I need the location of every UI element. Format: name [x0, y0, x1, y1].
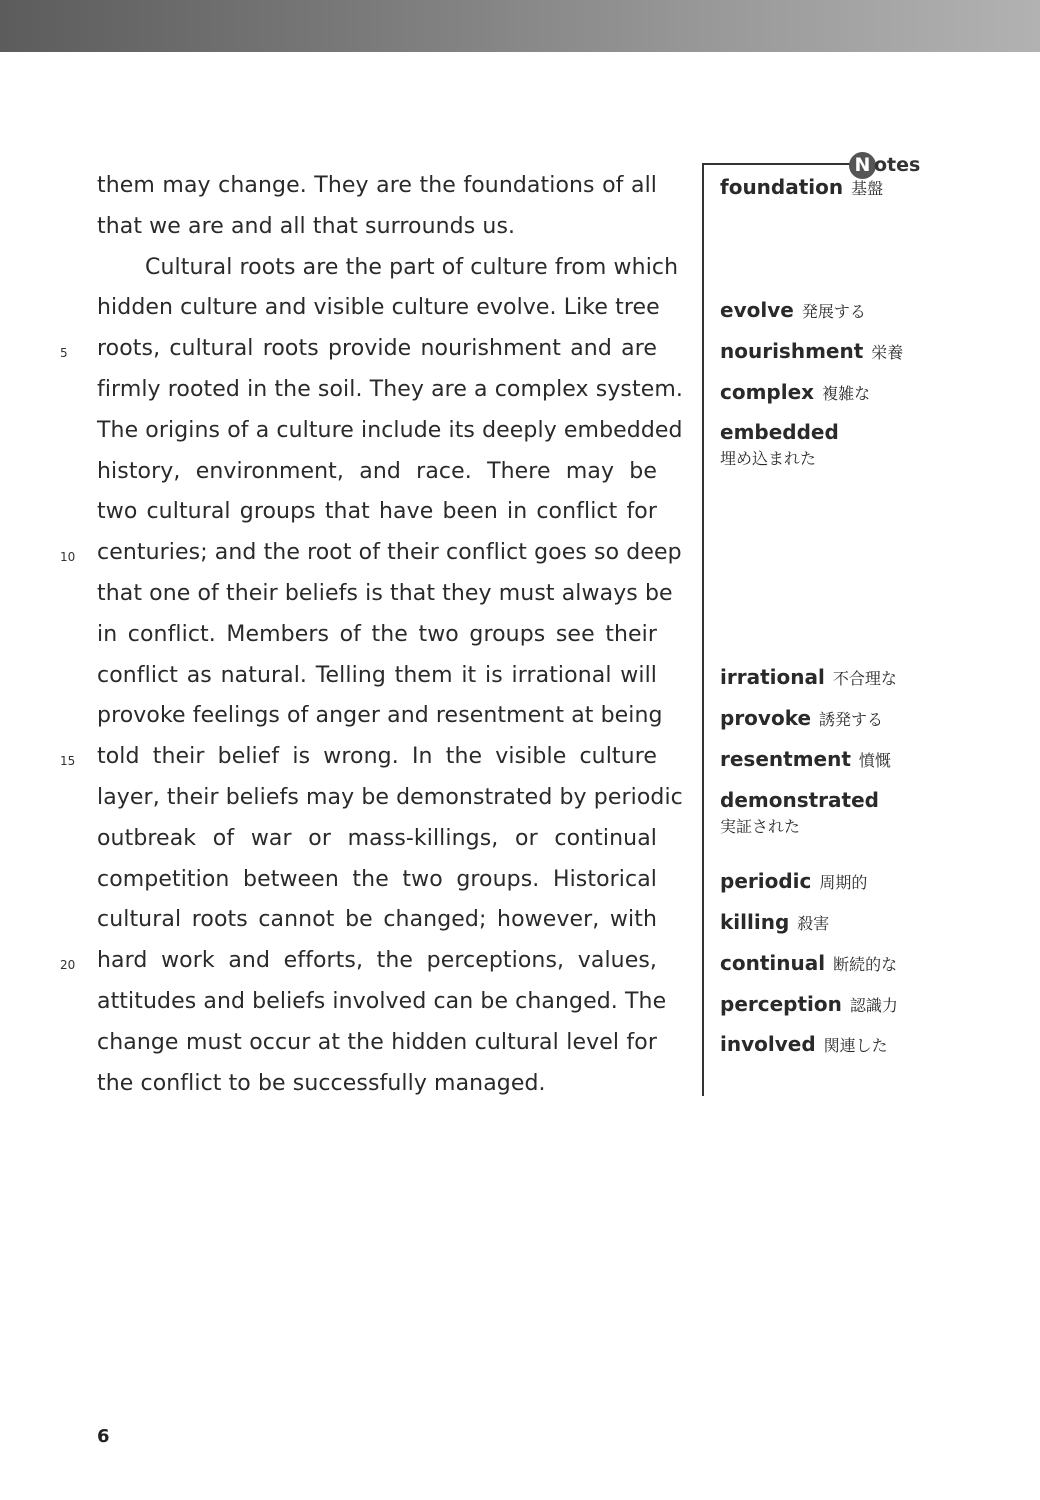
notes-rule — [702, 163, 704, 1096]
text-line: Cultural roots are the part of culture from which — [145, 254, 679, 280]
page-number: 6 — [97, 1426, 110, 1447]
text-line: layer, their beliefs may be demonstrated by periodic — [97, 784, 683, 810]
note-gloss: 埋め込まれた — [720, 449, 817, 468]
text-line: in conflict. Members of the two groups see their — [97, 621, 657, 647]
text-line: competition between the two groups. Historical — [97, 866, 657, 892]
text-line: that we are and all that surrounds us. — [97, 213, 516, 239]
note-term: killing — [720, 910, 790, 934]
note-entry — [720, 706, 883, 730]
note-gloss: 実証された — [720, 817, 801, 836]
line-number: 10 — [60, 550, 76, 564]
note-gloss: 認識力 — [849, 996, 898, 1015]
note-gloss: 誘発する — [819, 710, 884, 729]
note-gloss: 不合理な — [832, 669, 897, 688]
text-line: hidden culture and visible culture evolve. Like tree — [97, 295, 660, 321]
note-entry — [720, 380, 870, 404]
note-gloss: 周期的 — [819, 873, 868, 892]
note-gloss: 殺害 — [797, 914, 830, 933]
header-band — [0, 0, 1040, 52]
note-entry — [720, 951, 897, 975]
text-line: two cultural groups that have been in conflict for — [97, 499, 657, 525]
notes-badge: N — [849, 152, 876, 179]
text-line: firmly rooted in the soil. They are a complex system. — [97, 376, 683, 402]
line-number: 20 — [60, 958, 76, 972]
note-gloss: 関連した — [823, 1036, 888, 1055]
note-entry — [720, 992, 898, 1016]
note-entry — [720, 665, 897, 689]
note-gloss: 憤慨 — [858, 751, 891, 770]
note-entry — [720, 298, 866, 322]
note-gloss: 発展する — [801, 302, 866, 321]
text-line: outbreak of war or mass-killings, or continual — [97, 825, 657, 851]
note-gloss: 基盤 — [851, 179, 884, 198]
note-term: periodic — [720, 869, 812, 893]
text-line: roots, cultural roots provide nourishment and are — [97, 336, 657, 362]
text-line: centuries; and the root of their conflict goes so deep — [97, 540, 682, 566]
text-line: hard work and efforts, the perceptions, values, — [97, 948, 657, 974]
note-entry — [720, 869, 867, 893]
note-entry — [720, 910, 829, 934]
note-term: nourishment — [720, 339, 864, 363]
note-term: continual — [720, 951, 826, 975]
text-line: change must occur at the hidden cultural level for — [97, 1029, 657, 1055]
text-line: the conflict to be successfully managed. — [97, 1070, 546, 1096]
text-line: The origins of a culture include its deeply embedded — [97, 417, 683, 443]
notes-heading-text: otes — [874, 154, 921, 176]
text-line: them may change. They are the foundations of all — [97, 173, 657, 198]
line-number: 5 — [60, 346, 68, 360]
note-term: involved — [720, 1032, 816, 1056]
line-number: 15 — [60, 754, 76, 768]
note-gloss: 断続的な — [833, 955, 898, 974]
text-line: told their belief is wrong. In the visible culture — [97, 744, 657, 770]
note-entry — [720, 1032, 888, 1056]
note-term: complex — [720, 380, 815, 404]
note-entry — [720, 747, 891, 771]
text-line: history, environment, and race. There may be — [97, 458, 657, 484]
text-line: conflict as natural. Telling them it is irrational will — [97, 662, 657, 688]
note-entry — [720, 175, 883, 199]
note-term: foundation — [720, 175, 844, 199]
note-term: perception — [720, 992, 842, 1016]
text-line: cultural roots cannot be changed; however, with — [97, 907, 657, 933]
note-entry — [720, 788, 879, 837]
note-gloss: 栄養 — [871, 343, 904, 362]
note-term: resentment — [720, 747, 851, 771]
note-term: irrational — [720, 665, 825, 689]
note-term: provoke — [720, 706, 812, 730]
note-term: demonstrated — [720, 788, 879, 812]
notes-rule-top — [702, 163, 852, 165]
note-entry — [720, 339, 903, 363]
text-line: that one of their beliefs is that they must always be — [97, 580, 673, 606]
note-gloss: 複雑な — [822, 384, 871, 403]
text-line: provoke feelings of anger and resentment at being — [97, 703, 663, 729]
note-term: embedded — [720, 420, 839, 444]
note-entry — [720, 420, 839, 469]
text-line: attitudes and beliefs involved can be changed. The — [97, 988, 667, 1014]
body-text — [97, 166, 683, 1104]
note-term: evolve — [720, 298, 794, 322]
